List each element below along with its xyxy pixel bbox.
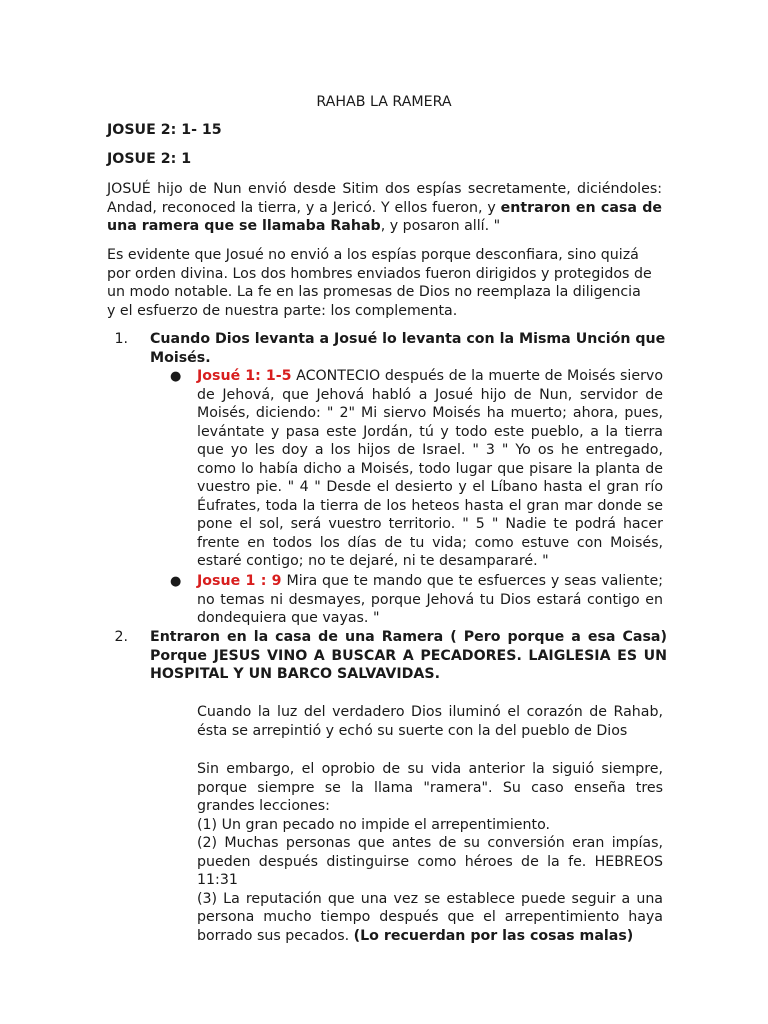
list-item-2-heading: Entraron en la casa de una Ramera ( Pero porque a esa Casa) Porque JESUS VINO A BUSCAR A PECADORES. LAIGLESIA ES UN HOSPITAL Y UN BARCO SALVAVIDAS. — [150, 629, 667, 682]
paragraph-commentary: Es evidente que Josué no envió a los espías porque desconfiara, sino quizá por orden divina. Los dos hombres enviados fueron dirigidos y protegidos de un modo notable. La fe en las promesas de Dios no reemplaza la diligencia y el esfuerzo de nuestra parte: los complementa. — [107, 247, 652, 319]
bullet-item-josue-1-1-5: Josué 1: 1-5 ACONTECIO después de la muerte de Moisés siervo de Jehová, que Jehová habló a Josué hijo de Nun, servidor de Moisés, diciendo: " 2" Mi siervo Moisés ha muerto; ahora, pues, levántate y pasa este Jordán, tú y todo este pueblo, a la tierra que yo les doy a los hijos de Israel. " 3 " Yo os he entregado, como lo había dicho a Moisés, todo lugar que pisare la planta de vuestro pie. " 4 " Desde el desierto y el Líbano hasta el gran río Éufrates, toda la tierra de los heteos hasta el gran mar donde se pone el sol, será vuestro territorio. " 5 " Nadie te podrá hacer frente en todos los días de tu vida; como estuve con Moisés, estaré contigo; no te dejaré, ni te desampararé. " — [197, 368, 664, 569]
bullet-icon: ● — [170, 369, 182, 384]
bullet-icon: ● — [170, 574, 182, 589]
list-number-1: 1. — [114, 331, 128, 347]
paragraph-lessons — [197, 760, 663, 945]
lesson-3: (3) La reputación que una vez se establece puede seguir a una persona mucho tiempo después que el arrepentimiento haya borrado sus pecados. (Lo recuerdan por las cosas malas) — [197, 890, 663, 944]
lessons-intro: Sin embargo, el oprobio de su vida anterior la siguió siempre, porque siempre se la llama "ramera". Su caso enseña tres grandes lecciones: — [197, 761, 663, 814]
lesson-2: (2) Muchas personas que antes de su conversión eran impías, pueden después distinguirse como héroes de la fe. HEBREOS 11:31 — [197, 835, 663, 888]
paragraph-rahab-repentance: Cuando la luz del verdadero Dios iluminó el corazón de Rahab, ésta se arrepintió y echó su suerte con la del pueblo de Dios — [197, 704, 663, 739]
bullet-item-josue-1-9: Josue 1 : 9 Mira que te mando que te esfuerces y seas valiente; no temas ni desmayes, porque Jehová tu Dios estará contigo en dondequiera que vayas. " — [197, 573, 663, 626]
document-title: RAHAB LA RAMERA — [316, 94, 452, 110]
list-item-1 — [114, 330, 667, 367]
list-item-1-heading: Cuando Dios levanta a Josué lo levanta con la Misma Unción que Moisés. — [150, 331, 666, 366]
list-number-2: 2. — [114, 629, 128, 645]
scripture-reference-verse: JOSUE 2: 1 — [107, 151, 192, 167]
scripture-reference-main: JOSUE 2: 1- 15 — [107, 122, 222, 138]
list-item-2 — [114, 628, 667, 684]
lesson-1: (1) Un gran pecado no impide el arrepentimiento. — [197, 816, 551, 833]
paragraph-josue-verse: JOSUÉ hijo de Nun envió desde Sitim dos espías secretamente, diciéndoles: Andad, reconoced la tierra, y a Jericó. Y ellos fueron, y entraron en casa de una ramera que se llamaba Rahab, y posaron allí. " — [107, 181, 662, 234]
